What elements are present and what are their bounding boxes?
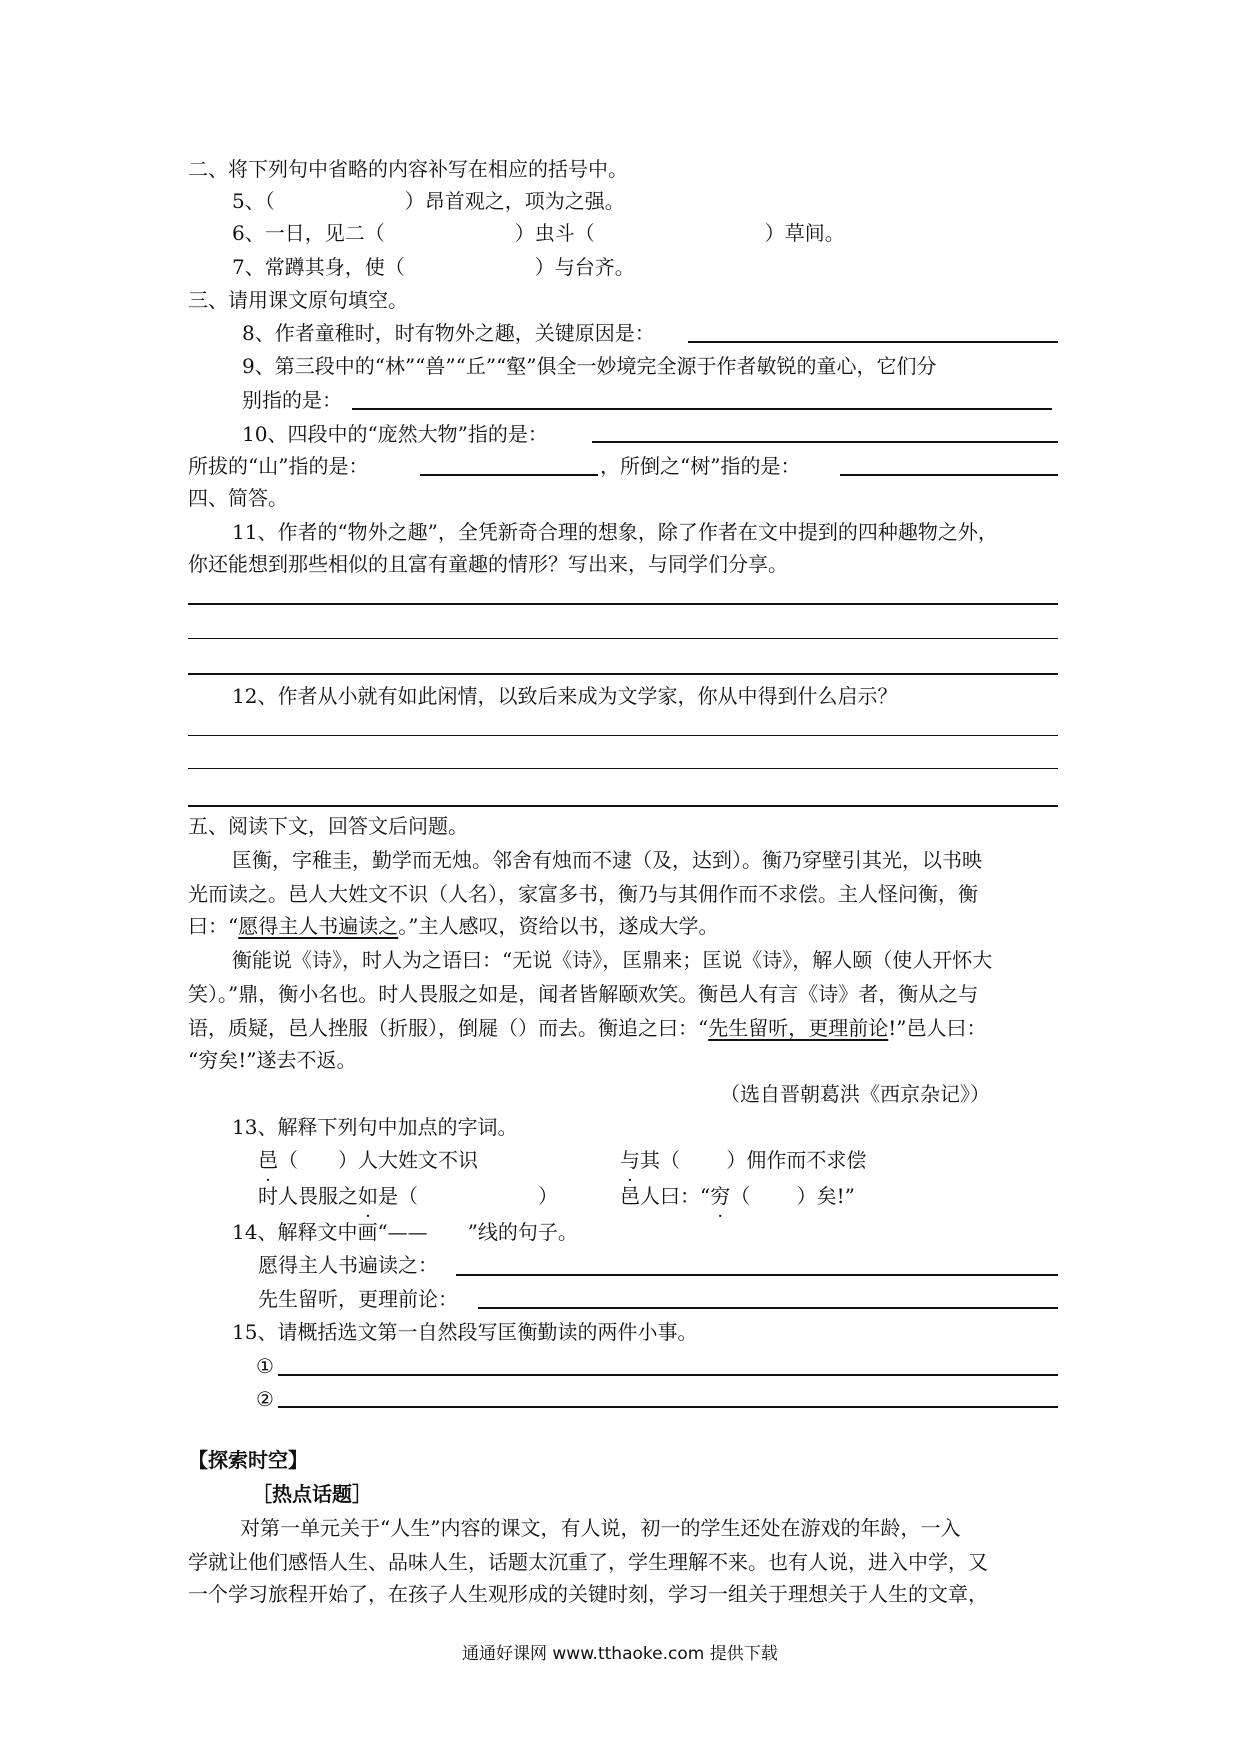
q14-sentence-a: 愿得主人书遍读之： xyxy=(258,1253,438,1277)
q13-item-4-pre: 邑人曰：“ xyxy=(620,1184,711,1208)
dotted-char-ru: 如 xyxy=(358,1184,378,1208)
passage-p2-line1: 衡能说《诗》，时人为之语曰：“无说《诗》，匡鼎来；匡说《诗》，解人颐（使人开怀大 xyxy=(232,948,993,972)
section-2-title: 二、将下列句中省略的内容补写在相应的括号中。 xyxy=(188,157,628,181)
q14-sentence-b: 先生留听，更理前论： xyxy=(258,1287,458,1311)
passage-p1-line2: 光而读之。邑人大姓文不识（人名），家富多书，衡乃与其佣作而不求偿。主人怪问衡，衡 xyxy=(188,882,978,906)
question-10-line1: 10、四段中的“庞然大物”指的是： xyxy=(242,422,548,446)
q13-item-3-post: 是（ ） xyxy=(378,1184,558,1208)
q13-item-3-pre: 时人畏服之 xyxy=(258,1184,358,1208)
q6-mid: ）虫斗（ xyxy=(514,221,595,245)
q13-item-2-text: 其（ ）佣作而不求偿 xyxy=(640,1148,867,1172)
question-9-line2: 别指的是： xyxy=(242,388,342,412)
q15-answer-line-2[interactable] xyxy=(278,1406,1058,1408)
explore-subtitle: ［热点话题］ xyxy=(252,1482,372,1506)
question-11-line1: 11、作者的“物外之趣”，全凭新奇合理的想象，除了作者在文中提到的四种趣物之外， xyxy=(232,520,998,544)
p1-line3-end: 。”主人感叹，资给以书，遂成大学。 xyxy=(398,914,719,938)
question-10-line2b: ，所倒之“树”指的是： xyxy=(600,454,801,478)
p1-line3-start: 曰：“ xyxy=(188,914,239,938)
q5-start: 5、（ xyxy=(232,189,275,213)
underlined-sentence-2: 先生留听，更理前论 xyxy=(708,1016,889,1040)
q13-item-4 xyxy=(620,1182,855,1210)
section-5-title: 五、阅读下文，回答文后问题。 xyxy=(188,814,468,838)
q13-item-2 xyxy=(620,1146,866,1174)
question-12: 12、作者从小就有如此闲情，以致后来成为文学家，你从中得到什么启示？ xyxy=(232,684,898,708)
q7-end: ）与台齐。 xyxy=(534,255,635,279)
page-footer: 通通好课网 www.tthaoke.com 提供下载 xyxy=(462,1644,778,1664)
section-4-title: 四、简答。 xyxy=(188,486,288,510)
question-14: 14、解释文中画“—— ”线的句子。 xyxy=(232,1220,578,1244)
q6-end: ）草间。 xyxy=(764,221,845,245)
q12-answer-line-1[interactable] xyxy=(188,735,1058,736)
q7-start: 7、常蹲其身，使（ xyxy=(232,255,405,279)
question-6 xyxy=(232,219,845,247)
q8-answer-line[interactable] xyxy=(688,341,1058,343)
q10-answer-line-2[interactable] xyxy=(420,474,598,476)
q12-answer-line-3[interactable] xyxy=(188,805,1058,807)
question-11-line2: 你还能想到那些相似的且富有童趣的情形？写出来，与同学们分享。 xyxy=(188,552,788,576)
question-8: 8、作者童稚时，时有物外之趣，关键原因是： xyxy=(242,321,655,345)
passage-p2-line4: “穷矣!”遂去不返。 xyxy=(188,1048,357,1072)
q11-answer-line-2[interactable] xyxy=(188,638,1058,639)
q15-marker-2: ② xyxy=(256,1387,274,1411)
dotted-char-qiong: 穷 xyxy=(710,1184,731,1208)
q12-answer-line-2[interactable] xyxy=(188,768,1058,769)
explore-paragraph-line2: 学就让他们感悟人生、品味人生，话题太沉重了，学生理解不来。也有人说，进入中学，又 xyxy=(188,1550,988,1574)
dotted-char-yi: 邑 xyxy=(258,1148,278,1172)
explore-paragraph-line3: 一个学习旅程开始了，在孩子人生观形成的关键时刻，学习一组关于理想关于人生的文章， xyxy=(188,1582,988,1606)
passage-p1-line3 xyxy=(188,912,718,940)
p2-line3-end: !”邑人曰： xyxy=(888,1016,987,1040)
passage-source: （选自晋朝葛洪《西京杂记》） xyxy=(720,1082,990,1106)
passage-p2-line2: 笑）。”鼎，衡小名也。时人畏服之如是，闻者皆解颐欢笑。衡邑人有言《诗》者，衡从之与 xyxy=(188,982,979,1006)
question-13: 13、解释下列句中加点的字词。 xyxy=(232,1115,518,1139)
q5-end: ）昂首观之，项为之强。 xyxy=(404,189,625,213)
dotted-char-yu: 与 xyxy=(620,1148,640,1172)
q14-answer-line-a[interactable] xyxy=(456,1274,1058,1276)
q11-answer-line-1[interactable] xyxy=(188,603,1058,605)
passage-p2-line3 xyxy=(188,1014,987,1042)
q13-item-3 xyxy=(258,1182,558,1210)
underlined-sentence-1: 愿得主人书遍读之 xyxy=(238,914,399,938)
q10-answer-line-3[interactable] xyxy=(840,474,1058,476)
q11-answer-line-3[interactable] xyxy=(188,673,1058,675)
q13-item-4-post: （ ）矣!” xyxy=(730,1184,855,1208)
q13-item-1 xyxy=(258,1146,478,1174)
p2-line3-start: 语，质疑，邑人挫服（折服），倒屣（）而去。衡追之曰：“ xyxy=(188,1016,709,1040)
passage-p1-line1: 匡衡，字稚圭，勤学而无烛。邻舍有烛而不逮（及，达到）。衡乃穿壁引其光，以书映 xyxy=(232,848,982,872)
explore-title: 【探索时空】 xyxy=(188,1448,308,1472)
q13-item-1-text: （ ）人大姓文不识 xyxy=(278,1148,478,1172)
q15-marker-1: ① xyxy=(256,1354,274,1378)
question-7 xyxy=(232,253,635,281)
question-9-line1: 9、第三段中的“林”“兽”“丘”“壑”俱全一妙境完全源于作者敏锐的童心，它们分 xyxy=(242,354,937,378)
q10-answer-line-1[interactable] xyxy=(592,441,1058,443)
q6-start: 6、一日，见二（ xyxy=(232,221,385,245)
q14-answer-line-b[interactable] xyxy=(478,1307,1058,1309)
q15-answer-line-1[interactable] xyxy=(278,1374,1058,1376)
question-15: 15、请概括选文第一自然段写匡衡勤读的两件小事。 xyxy=(232,1320,698,1344)
q9-answer-line[interactable] xyxy=(352,408,1052,410)
explore-paragraph-line1: 对第一单元关于“人生”内容的课文，有人说，初一的学生还处在游戏的年龄，一入 xyxy=(240,1516,961,1540)
section-3-title: 三、请用课文原句填空。 xyxy=(188,288,408,312)
question-5 xyxy=(232,187,625,215)
question-10-line2a: 所拔的“山”指的是： xyxy=(188,454,369,478)
